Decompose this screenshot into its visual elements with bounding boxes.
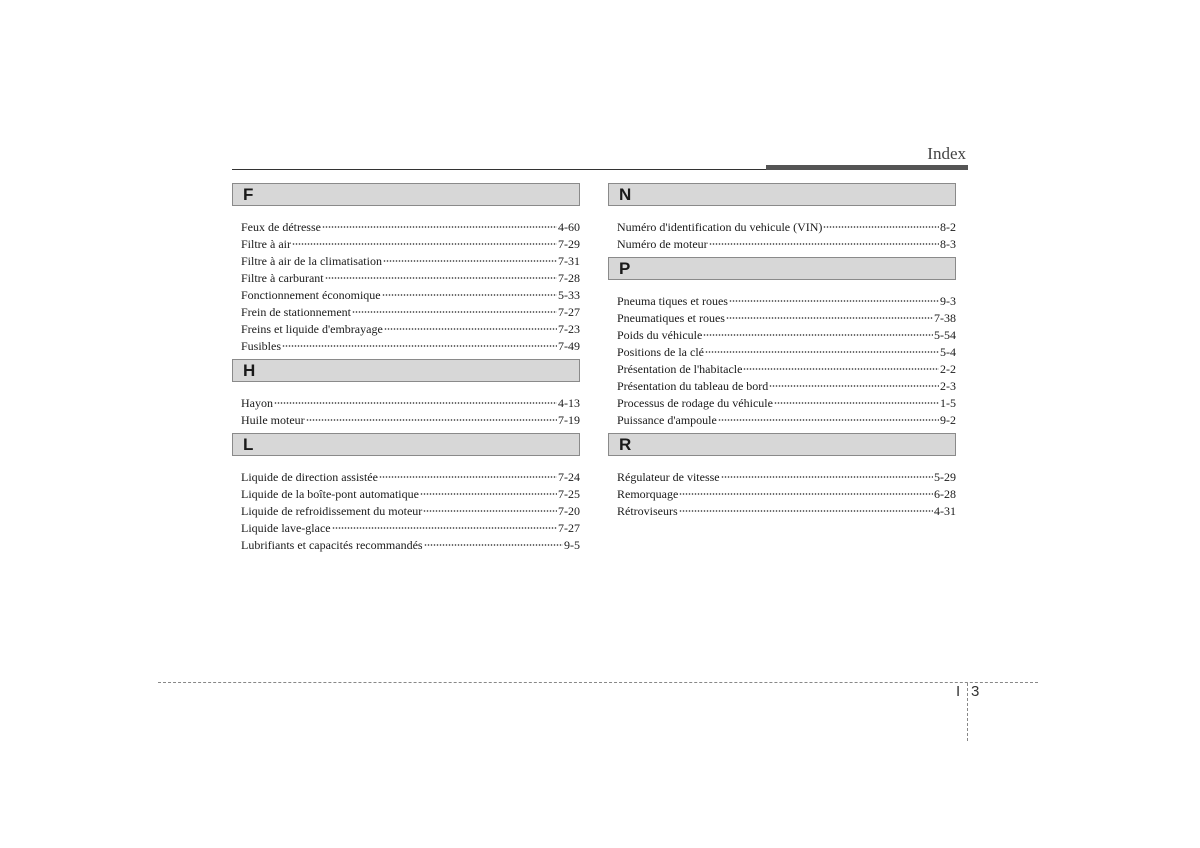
index-entry-label: Pneuma tiques et roues bbox=[617, 294, 728, 308]
index-entry bbox=[241, 219, 580, 236]
index-entry-page: 7-29 bbox=[558, 237, 580, 251]
index-entry-page: 9-5 bbox=[564, 538, 580, 552]
index-entry bbox=[241, 537, 580, 554]
index-entry bbox=[617, 236, 956, 253]
index-entry bbox=[617, 412, 956, 429]
dot-leader bbox=[679, 510, 933, 512]
index-entry-label: Hayon bbox=[241, 396, 273, 410]
dot-leader bbox=[420, 493, 557, 495]
index-entry-label: Huile moteur bbox=[241, 413, 305, 427]
section-header-h: H bbox=[232, 359, 580, 382]
dot-leader bbox=[382, 294, 557, 296]
index-entry bbox=[617, 327, 956, 344]
dot-leader bbox=[721, 476, 933, 478]
index-entry bbox=[241, 469, 580, 486]
dot-leader bbox=[325, 277, 557, 279]
index-entry-page: 7-31 bbox=[558, 254, 580, 268]
index-entry-list bbox=[232, 206, 580, 359]
dot-leader bbox=[282, 345, 557, 347]
section-header-p: P bbox=[608, 257, 956, 280]
index-entry-page: 7-24 bbox=[558, 470, 580, 484]
index-entry-page: 4-31 bbox=[934, 504, 956, 518]
index-column-right bbox=[608, 183, 956, 524]
index-entry-page: 2-2 bbox=[940, 362, 956, 376]
index-entry-label: Filtre à air bbox=[241, 237, 291, 251]
dot-leader bbox=[823, 226, 939, 228]
index-entry-page: 6-28 bbox=[934, 487, 956, 501]
index-entry-label: Pneumatiques et roues bbox=[617, 311, 725, 325]
index-entry bbox=[241, 338, 580, 355]
index-entry bbox=[241, 321, 580, 338]
index-entry-page: 7-38 bbox=[934, 311, 956, 325]
header-rule bbox=[232, 169, 768, 170]
index-entry-label: Puissance d'ampoule bbox=[617, 413, 717, 427]
index-entry-list bbox=[608, 206, 956, 257]
dot-leader bbox=[322, 226, 557, 228]
footer-section-letter: I bbox=[956, 683, 961, 700]
index-column-left bbox=[232, 183, 580, 558]
dot-leader bbox=[705, 351, 939, 353]
index-entry-page: 7-23 bbox=[558, 322, 580, 336]
index-entry-page: 7-27 bbox=[558, 305, 580, 319]
index-entry bbox=[241, 520, 580, 537]
index-entry-page: 5-4 bbox=[940, 345, 956, 359]
dot-leader bbox=[703, 334, 933, 336]
index-entry-page: 5-54 bbox=[934, 328, 956, 342]
index-entry bbox=[617, 310, 956, 327]
index-entry bbox=[241, 503, 580, 520]
page-title: Index bbox=[927, 144, 966, 163]
index-entry-label: Numéro d'identification du vehicule (VIN) bbox=[617, 220, 823, 234]
index-entry-page: 7-28 bbox=[558, 271, 580, 285]
index-entry bbox=[241, 253, 580, 270]
index-entry-label: Lubrifiants et capacités recommandés bbox=[241, 538, 423, 552]
dot-leader bbox=[384, 328, 557, 330]
index-entry-page: 9-3 bbox=[940, 294, 956, 308]
index-entry-page: 4-13 bbox=[558, 396, 580, 410]
index-entry bbox=[241, 486, 580, 503]
section-header-r: R bbox=[608, 433, 956, 456]
dot-leader bbox=[709, 243, 939, 245]
index-entry-page: 8-2 bbox=[940, 220, 956, 234]
index-entry-page: 8-3 bbox=[940, 237, 956, 251]
page-number: 3 bbox=[971, 683, 980, 700]
index-entry bbox=[617, 219, 956, 236]
index-entry-label: Processus de rodage du véhicule bbox=[617, 396, 773, 410]
index-entry bbox=[617, 486, 956, 503]
dot-leader bbox=[679, 493, 933, 495]
dot-leader bbox=[774, 402, 939, 404]
dot-leader bbox=[383, 260, 557, 262]
section-header-n: N bbox=[608, 183, 956, 206]
index-entry-page: 7-19 bbox=[558, 413, 580, 427]
index-entry-page: 7-27 bbox=[558, 521, 580, 535]
index-entry-label: Numéro de moteur bbox=[617, 237, 708, 251]
index-entry-label: Fusibles bbox=[241, 339, 282, 353]
dot-leader bbox=[423, 510, 557, 512]
dot-leader bbox=[718, 419, 939, 421]
index-entry-page: 7-49 bbox=[558, 339, 580, 353]
index-entry bbox=[617, 293, 956, 310]
index-entry-label: Poids du véhicule bbox=[617, 328, 703, 342]
dot-leader bbox=[352, 311, 557, 313]
index-entry bbox=[241, 287, 580, 304]
index-entry-label: Présentation de l'habitacle bbox=[617, 362, 743, 376]
index-entry-label: Liquide de refroidissement du moteur bbox=[241, 504, 423, 518]
index-entry bbox=[241, 270, 580, 287]
index-entry-label: Liquide de direction assistée bbox=[241, 470, 378, 484]
index-entry bbox=[617, 395, 956, 412]
index-entry-page: 5-33 bbox=[558, 288, 580, 302]
index-entry bbox=[617, 469, 956, 486]
section-header-l: L bbox=[232, 433, 580, 456]
index-entry-label: Filtre à carburant bbox=[241, 271, 324, 285]
dot-leader bbox=[379, 476, 557, 478]
section-header-f: F bbox=[232, 183, 580, 206]
index-entry-page: 1-5 bbox=[940, 396, 956, 410]
dot-leader bbox=[292, 243, 557, 245]
dot-leader bbox=[729, 300, 939, 302]
index-entry bbox=[617, 503, 956, 520]
index-entry-list bbox=[608, 280, 956, 433]
footer-divider bbox=[158, 682, 1038, 683]
index-entry bbox=[617, 378, 956, 395]
index-entry-list bbox=[232, 456, 580, 558]
index-entry-page: 7-20 bbox=[558, 504, 580, 518]
index-entry-label: Feux de détresse bbox=[241, 220, 321, 234]
index-entry bbox=[617, 344, 956, 361]
index-entry-label: Frein de stationnement bbox=[241, 305, 351, 319]
index-entry bbox=[241, 395, 580, 412]
index-entry-label: Positions de la clé bbox=[617, 345, 704, 359]
index-entry-label: Régulateur de vitesse bbox=[617, 470, 720, 484]
index-entry-label: Filtre à air de la climatisation bbox=[241, 254, 382, 268]
index-entry-label: Freins et liquide d'embrayage bbox=[241, 322, 383, 336]
dot-leader bbox=[726, 317, 933, 319]
index-entry bbox=[241, 412, 580, 429]
index-entry bbox=[241, 236, 580, 253]
index-entry bbox=[617, 361, 956, 378]
dot-leader bbox=[769, 385, 939, 387]
index-entry-label: Remorquage bbox=[617, 487, 679, 501]
index-entry-list bbox=[608, 456, 956, 524]
index-entry-page: 5-29 bbox=[934, 470, 956, 484]
index-entry-page: 4-60 bbox=[558, 220, 580, 234]
index-entry-list bbox=[232, 382, 580, 433]
index-entry-label: Fonctionnement économique bbox=[241, 288, 381, 302]
dot-leader bbox=[306, 419, 557, 421]
index-entry-page: 9-2 bbox=[940, 413, 956, 427]
index-entry bbox=[241, 304, 580, 321]
dot-leader bbox=[743, 368, 939, 370]
index-entry-label: Rétroviseurs bbox=[617, 504, 678, 518]
index-entry-page: 7-25 bbox=[558, 487, 580, 501]
dot-leader bbox=[424, 544, 563, 546]
header-accent-bar bbox=[766, 165, 968, 170]
index-entry-page: 2-3 bbox=[940, 379, 956, 393]
index-entry-label: Présentation du tableau de bord bbox=[617, 379, 769, 393]
footer-vertical-divider bbox=[967, 683, 968, 741]
dot-leader bbox=[332, 527, 557, 529]
index-entry-label: Liquide de la boîte-pont automatique bbox=[241, 487, 419, 501]
index-entry-label: Liquide lave-glace bbox=[241, 521, 331, 535]
dot-leader bbox=[274, 402, 557, 404]
